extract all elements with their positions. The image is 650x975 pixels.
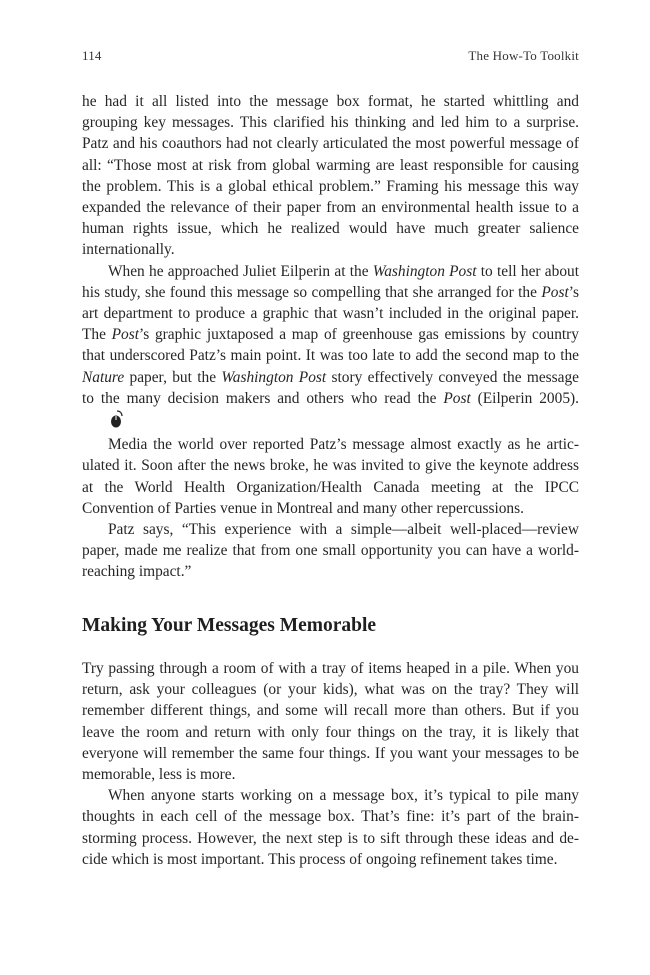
paragraph: When anyone starts working on a message box, it’s typical to pile many thoughts in each cell of the message box. That’s fine: it’s part of the brainstorming process. However, the next step is to sift through these ideas and decide which is most important. This process of ongoing refinement takes time. xyxy=(82,787,579,868)
paragraph: When he approached Juliet Eilperin at the Washington Post to tell her about his study, she found this message so compelling that she arranged for the Post’s art department to produce a graphic that wasn’t included in the original paper. The Post’s graphic juxtaposed a map of greenhouse gas emissions by country that underscored Patz’s main point. It was too late to add the second map to the Nature paper, but the Washington Post story effectively conveyed the message to the many decision makers and others who read the Post (Eilperin 2005). xyxy=(82,261,579,435)
paragraph: he had it all listed into the message box format, he started whittling and grouping key messages. This clarified his thinking and led him to a surprise. Patz and his coauthors had not clearly articulated the most powerful message of all: “Those most at risk from global warming are least responsible for causing the problem. This is a global ethical problem.” Framing his message this way expanded the relevance of their paper from an environmental health issue to a human rights issue, which he realized would have much greater salience internationally. xyxy=(82,93,579,259)
computer-mouse-icon xyxy=(84,410,124,434)
section-body xyxy=(82,91,579,583)
running-head xyxy=(82,48,579,64)
running-title: The How-To Toolkit xyxy=(468,48,579,63)
section-body xyxy=(82,658,579,870)
section-heading: Making Your Messages Memorable xyxy=(82,615,377,636)
page-number: 114 xyxy=(82,48,102,63)
paragraph: Patz says, “This experience with a simple—albeit well-placed—review paper, made me realize that from one small opportunity you can have a world-reaching impact.” xyxy=(82,521,579,581)
paragraph: Try passing through a room of with a tray of items heaped in a pile. When you return, ask your colleagues (or your kids), what was on the tray? They will remember different things, and some will recall more than others. But if you leave the room and return with only four things on the tray, it is likely that everyone will remember the same four things. If you want your messages to be memorable, less is more. xyxy=(82,660,579,784)
paragraph: Media the world over reported Patz’s message almost exactly as he articulated it. Soon after the news broke, he was invited to give the keynote address at the World Health Organization/Health Canada meeting at the IPCC Convention of Parties venue in Montreal and many other repercussions. xyxy=(82,436,579,517)
